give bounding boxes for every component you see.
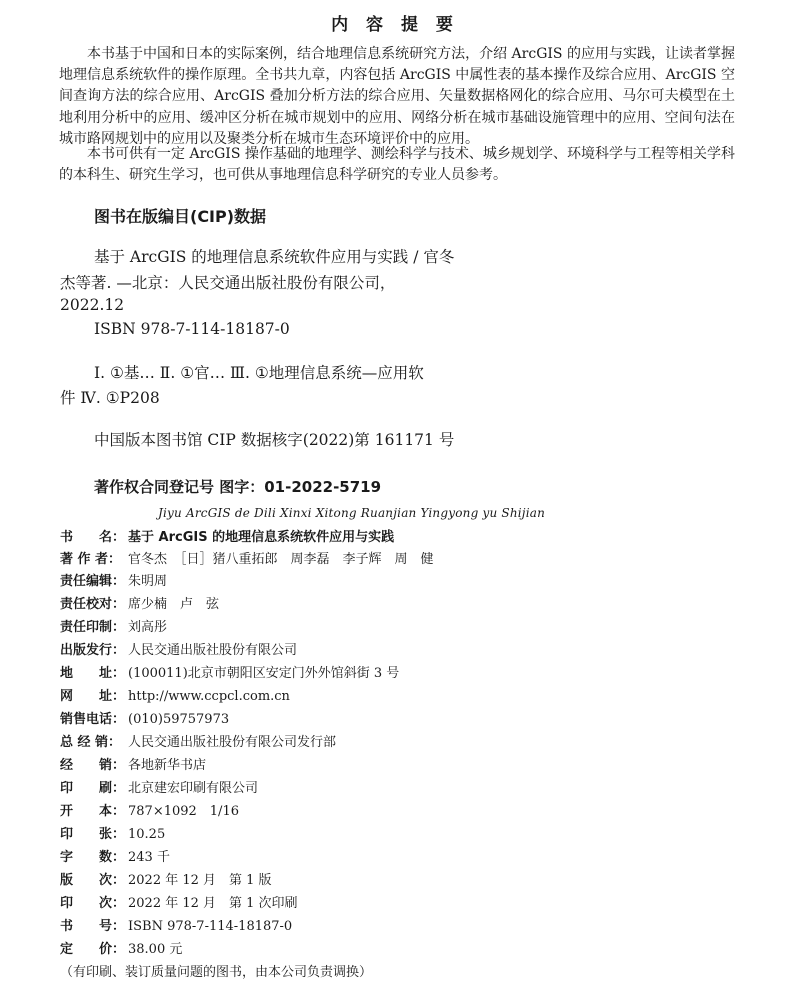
colophon-value: 北京建宏印刷有限公司 [128, 781, 259, 796]
cip-line-date: 2022.12 [60, 296, 125, 314]
colophon-row-printing [60, 892, 298, 911]
colophon-row-word-count [60, 846, 170, 865]
colophon-value: 各地新华书店 [128, 758, 207, 773]
colophon-value: 10.25 [128, 827, 166, 842]
colophon-label: 字 数： [60, 850, 126, 865]
colophon-label: 出版发行： [60, 643, 126, 658]
colophon-row-distributor [60, 754, 206, 773]
copyright-registration: 著作权合同登记号 图字：01-2022-5719 [94, 478, 382, 496]
colophon-value: (100011)北京市朝阳区安定门外外馆斜街 3 号 [128, 666, 400, 681]
colophon-row-authors [60, 548, 434, 567]
colophon-row-publisher [60, 639, 297, 658]
colophon-row-title [60, 526, 394, 545]
colophon-row-general-distributor [60, 731, 336, 750]
colophon-value: 人民交通出版社股份有限公司 [128, 643, 298, 658]
colophon-value: 人民交通出版社股份有限公司发行部 [128, 735, 337, 750]
colophon-label: 地 址： [60, 666, 126, 681]
colophon-value: 38.00 元 [128, 942, 183, 957]
summary-paragraph-2: 本书可供有一定 ArcGIS 操作基础的地理学、测绘科学与技术、城乡规划学、环境科学与工程等相关学科的本科生、研究生学习，也可供从事地理信息科学研究的专业人员参考。 [59, 146, 735, 184]
colophon-value: 刘高彤 [128, 620, 168, 635]
colophon-label: 印 次： [60, 896, 126, 911]
colophon-label: 印 张： [60, 827, 126, 842]
colophon-value: 官冬杰 ［日］猪八重拓郎 周李磊 李子辉 周 健 [128, 552, 434, 567]
colophon-label: 网 址： [60, 689, 126, 704]
colophon-value: 243 千 [128, 850, 170, 865]
summary-paragraph-1: 本书基于中国和日本的实际案例，结合地理信息系统研究方法，介绍 ArcGIS 的应用与实践，让读者掌握地理信息系统软件的操作原理。全书共九章，内容包括 ArcGIS 中属性表的基本操作及综合应用、ArcGIS 空间查询方法的综合应用、ArcGIS 叠加分析方法的综合应用、矢量数据格网化的综合应用、马尔可夫模型在土地利用分析中的应用、缓冲区分析在城市规划中的应用、网络分析在城市基础设施管理中的应用、空间句法在城市路网规划中的应用以及聚类分析在城市生态环境评价中的应用。 [59, 46, 735, 147]
colophon-value: ISBN 978-7-114-18187-0 [128, 919, 293, 934]
colophon-label: 书 名： [60, 530, 126, 545]
cip-line-data-number: 中国版本图书馆 CIP 数据核字(2022)第 161171 号 [94, 431, 455, 449]
cip-line-classification-cont: 件 Ⅳ. ①P208 [60, 389, 160, 407]
colophon-label: 版 次： [60, 873, 126, 888]
quality-note: （有印刷、装订质量问题的图书，由本公司负责调换） [60, 965, 373, 980]
colophon-row-sheets [60, 823, 165, 842]
colophon-label: 责任编辑： [60, 574, 126, 589]
colophon-row-edition [60, 869, 272, 888]
colophon-label: 责任校对： [60, 597, 126, 612]
colophon-value: 席少楠 卢 弦 [128, 597, 220, 612]
colophon-row-website [60, 685, 290, 704]
cip-line-isbn: ISBN 978-7-114-18187-0 [94, 320, 290, 338]
colophon-label: 书 号： [60, 919, 126, 934]
colophon-label: 印 刷： [60, 781, 126, 796]
colophon-row-editor [60, 570, 167, 589]
colophon-row-format [60, 800, 239, 819]
colophon-value: 787×1092 1/16 [128, 804, 239, 819]
colophon-row-print-supervisor [60, 616, 167, 635]
colophon-value: http://www.ccpcl.com.cn [128, 689, 290, 704]
colophon-row-address [60, 662, 399, 681]
colophon-row-sales-phone [60, 708, 229, 727]
colophon-label: 责任印制： [60, 620, 126, 635]
colophon-label: 定 价： [60, 942, 126, 957]
colophon-row-proofreader [60, 593, 219, 612]
colophon-row-printer [60, 777, 258, 796]
colophon-label: 经 销： [60, 758, 126, 773]
colophon-value: (010)59757973 [128, 712, 230, 727]
cip-line-title: 基于 ArcGIS 的地理信息系统软件应用与实践 / 官冬 [94, 248, 455, 266]
pinyin-title: Jiyu ArcGIS de Dili Xinxi Xitong Ruanjian Yingyong yu Shijian [158, 506, 546, 520]
colophon-value: 基于 ArcGIS 的地理信息系统软件应用与实践 [128, 530, 395, 545]
colophon-value: 2022 年 12 月 第 1 次印刷 [128, 896, 298, 911]
colophon-label: 著 作 者： [60, 552, 122, 567]
colophon-label: 销售电话： [60, 712, 126, 727]
cip-line-classification: Ⅰ. ①基… Ⅱ. ①官… Ⅲ. ①地理信息系统—应用软 [94, 364, 424, 382]
colophon-label: 开 本： [60, 804, 126, 819]
summary-title: 内 容 提 要 [331, 15, 459, 35]
colophon-row-book-number [60, 915, 292, 934]
colophon-row-price [60, 938, 182, 957]
cip-heading: 图书在版编目(CIP)数据 [94, 207, 267, 226]
colophon-label: 总 经 销： [60, 735, 122, 750]
colophon-value: 朱明周 [128, 574, 168, 589]
cip-line-publisher: 杰等著. —北京：人民交通出版社股份有限公司， [60, 274, 396, 292]
colophon-value: 2022 年 12 月 第 1 版 [128, 873, 272, 888]
